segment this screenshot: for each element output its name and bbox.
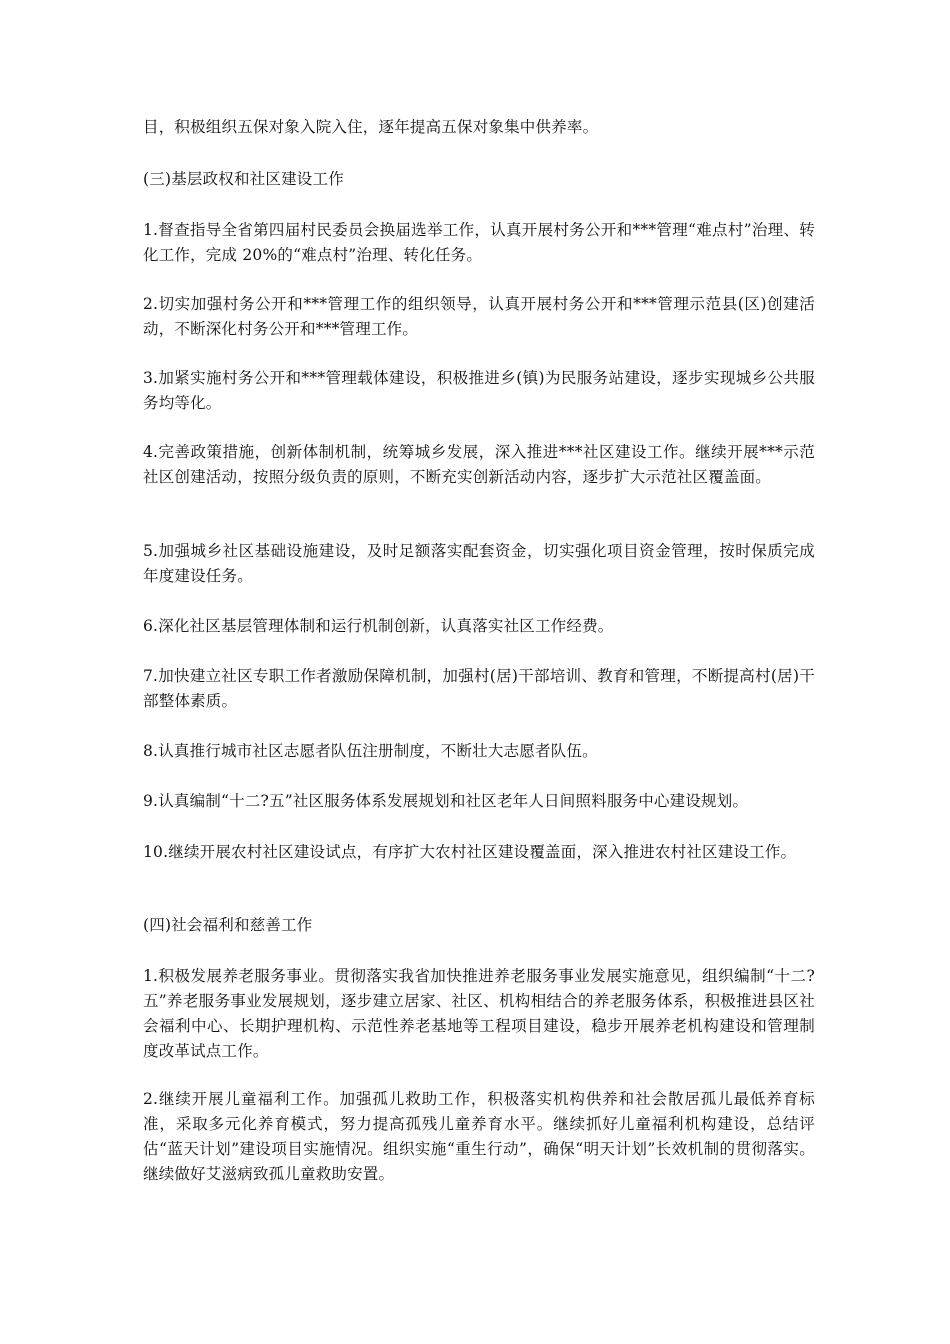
list-item-3-3: 3.加紧实施村务公开和***管理载体建设，积极推进乡(镇)为民服务站建设，逐步实现城乡公共服务均等化。 [143, 369, 815, 412]
list-item-3-4: 4.完善政策措施，创新体制机制，统筹城乡发展，深入推进***社区建设工作。继续开展***示范社区创建活动，按照分级负责的原则，不断充实创新活动内容，逐步扩大示范社区覆盖面。 [143, 443, 815, 486]
list-item-3-7: 7.加快建立社区专职工作者激励保障机制，加强村(居)干部培训、教育和管理，不断提高村(居)干部整体素质。 [143, 667, 815, 710]
section-heading-4: (四)社会福利和慈善工作 [143, 916, 313, 934]
list-item-3-2: 2.切实加强村务公开和***管理工作的组织领导，认真开展村务公开和***管理示范县(区)创建活动，不断深化村务公开和***管理工作。 [143, 295, 815, 338]
list-item-4-1: 1.积极发展养老服务事业。贯彻落实我省加快推进养老服务事业发展实施意见，组织编制“十二?五”养老服务事业发展规划，逐步建立居家、社区、机构相结合的养老服务体系，积极推进县区社会福利中心、长期护理机构、示范性养老基地等工程项目建设，稳步开展养老机构建设和管理制度改革试点工作。 [143, 967, 815, 1060]
list-item-3-10: 10.继续开展农村社区建设试点，有序扩大农村社区建设覆盖面，深入推进农村社区建设工作。 [143, 843, 797, 861]
list-item-3-8: 8.认真推行城市社区志愿者队伍注册制度，不断壮大志愿者队伍。 [143, 742, 598, 760]
list-item-3-1: 1.督查指导全省第四届村民委员会换届选举工作，认真开展村务公开和***管理“难点村”治理、转化工作，完成 20%的“难点村”治理、转化任务。 [143, 221, 815, 264]
section-heading-3: (三)基层政权和社区建设工作 [143, 170, 344, 188]
list-item-4-2: 2.继续开展儿童福利工作。加强孤儿救助工作，积极落实机构供养和社会散居孤儿最低养育标准，采取多元化养育模式，努力提高孤残儿童养育水平。继续抓好儿童福利机构建设，总结评估“蓝天计划”建设项目实施情况。组织实施“重生行动”，确保“明天计划”长效机制的贯彻落实。继续做好艾滋病致孤儿童救助安置。 [143, 1090, 815, 1183]
list-item-3-5: 5.加强城乡社区基础设施建设，及时足额落实配套资金，切实强化项目资金管理，按时保质完成年度建设任务。 [143, 542, 815, 585]
list-item-3-9: 9.认真编制“十二?五”社区服务体系发展规划和社区老年人日间照料服务中心建设规划。 [143, 792, 749, 810]
list-item-3-6: 6.深化社区基层管理体制和运行机制创新，认真落实社区工作经费。 [143, 617, 614, 635]
paragraph-continuation: 目，积极组织五保对象入院入住，逐年提高五保对象集中供养率。 [143, 118, 599, 136]
